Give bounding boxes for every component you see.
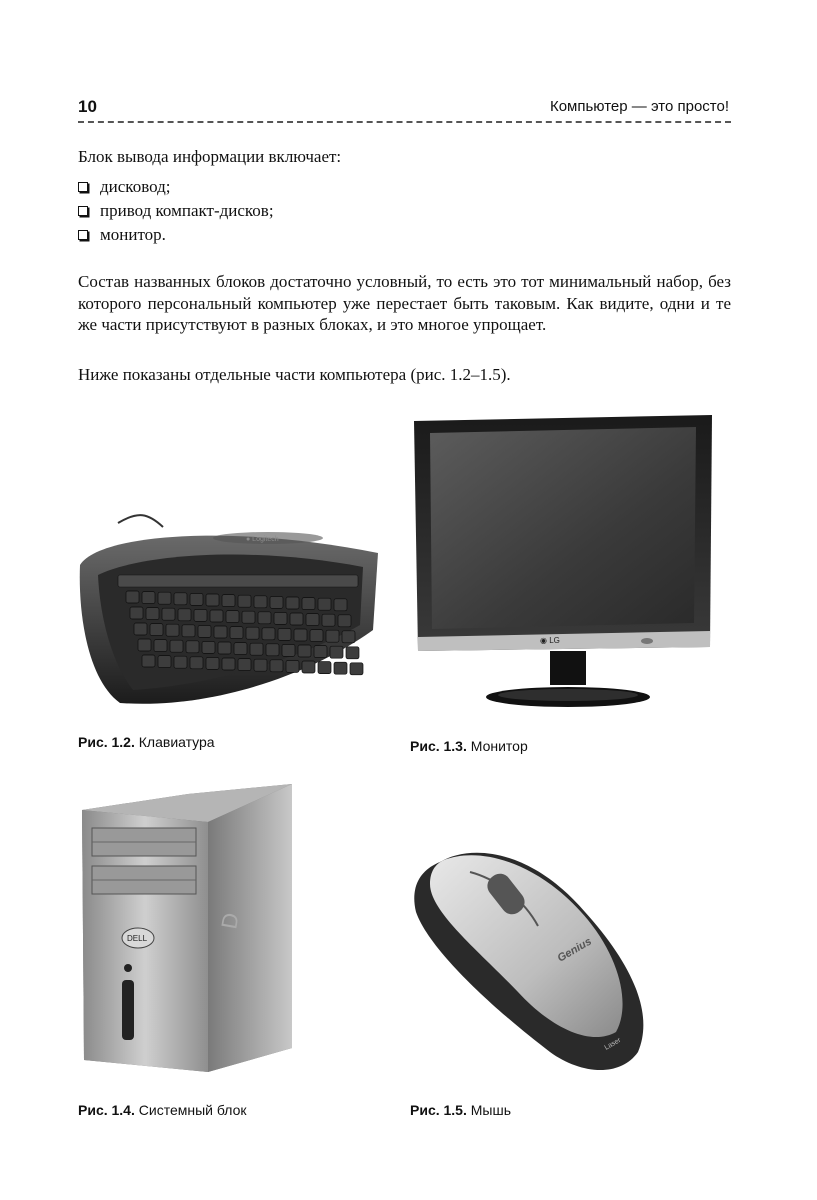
system-unit-brand-logo: DELL bbox=[127, 934, 148, 943]
keyboard-key bbox=[158, 592, 171, 604]
keyboard-key bbox=[166, 624, 179, 636]
keyboard-figure bbox=[78, 505, 388, 720]
keyboard-key bbox=[298, 645, 311, 657]
keyboard-key bbox=[206, 657, 219, 669]
keyboard-key bbox=[330, 646, 343, 658]
body-paragraph: Состав названных блоков достаточно условный, то есть это тот минимальный набор, без которого персональный компьютер уже перестает быть таковым. Как видите, одни и те же части присутствуют в разных блоках, и это многое упрощает. bbox=[78, 272, 731, 334]
keyboard-key bbox=[134, 623, 147, 635]
keyboard-key bbox=[254, 596, 267, 608]
keyboard-key bbox=[142, 592, 155, 604]
keyboard-key bbox=[318, 598, 331, 610]
keyboard-key bbox=[254, 659, 267, 671]
monitor-figure bbox=[410, 415, 716, 710]
list-item: дисковод; bbox=[78, 176, 274, 200]
keyboard-key bbox=[226, 611, 239, 623]
keyboard-key bbox=[262, 628, 275, 640]
keyboard-key bbox=[294, 629, 307, 641]
figure-reference-paragraph: Ниже показаны отдельные части компьютера (рис. 1.2–1.5). bbox=[78, 365, 511, 384]
keyboard-key bbox=[282, 644, 295, 656]
keyboard-key bbox=[182, 625, 195, 637]
keyboard-key bbox=[286, 660, 299, 672]
keyboard-key bbox=[278, 628, 291, 640]
checkbox-bullet-icon bbox=[78, 206, 88, 216]
keyboard-key bbox=[302, 598, 315, 610]
keyboard-key bbox=[342, 631, 355, 643]
keyboard-key bbox=[170, 640, 183, 652]
keyboard-key bbox=[270, 660, 283, 672]
keyboard-key bbox=[142, 655, 155, 667]
checkbox-bullet-icon bbox=[78, 182, 88, 192]
keyboard-key bbox=[302, 661, 315, 673]
mouse-image bbox=[410, 842, 656, 1078]
keyboard-key bbox=[230, 627, 243, 639]
monitor-brand-logo: ◉ LG bbox=[540, 636, 560, 645]
keyboard-key bbox=[194, 609, 207, 621]
keyboard-key bbox=[146, 608, 159, 620]
keyboard-key bbox=[238, 659, 251, 671]
keyboard-key bbox=[174, 593, 187, 605]
keyboard-key bbox=[162, 608, 175, 620]
bullet-list bbox=[78, 176, 274, 248]
keyboard-key bbox=[202, 641, 215, 653]
monitor-image bbox=[410, 415, 716, 710]
keyboard-key bbox=[154, 640, 167, 652]
keyboard-key bbox=[126, 591, 139, 603]
keyboard-key bbox=[190, 593, 203, 605]
keyboard-key bbox=[318, 662, 331, 674]
figure-caption: Рис. 1.3. Монитор bbox=[410, 738, 528, 754]
keyboard-key bbox=[214, 626, 227, 638]
keyboard-key bbox=[190, 657, 203, 669]
keyboard-key bbox=[158, 656, 171, 668]
keyboard-key bbox=[210, 610, 223, 622]
keyboard-key bbox=[350, 663, 363, 675]
keyboard-key bbox=[242, 611, 255, 623]
running-title: Компьютер — это просто! bbox=[549, 98, 729, 115]
keyboard-key bbox=[322, 614, 335, 626]
page-header bbox=[78, 97, 731, 123]
keyboard-key bbox=[334, 599, 347, 611]
keyboard-key bbox=[218, 642, 231, 654]
keyboard-key bbox=[334, 662, 347, 674]
keyboard-key bbox=[138, 639, 151, 651]
svg-text:D: D bbox=[216, 910, 244, 931]
keyboard-key bbox=[266, 644, 279, 656]
keyboard-key bbox=[326, 630, 339, 642]
keyboard-key bbox=[274, 612, 287, 624]
keyboard-key bbox=[246, 627, 259, 639]
keyboard-key bbox=[258, 612, 271, 624]
figure-caption: Рис. 1.2. Клавиатура bbox=[78, 734, 215, 750]
figure-caption: Рис. 1.5. Мышь bbox=[410, 1102, 512, 1118]
keyboard-key bbox=[150, 624, 163, 636]
keyboard-key bbox=[222, 595, 235, 607]
keyboard-key bbox=[234, 643, 247, 655]
keyboard-key bbox=[174, 656, 187, 668]
keyboard-key bbox=[238, 595, 251, 607]
system-unit-image bbox=[78, 780, 294, 1078]
figure-caption: Рис. 1.4. Системный блок bbox=[78, 1102, 247, 1118]
keyboard-key bbox=[310, 630, 323, 642]
keyboard-key bbox=[306, 614, 319, 626]
keyboard-key bbox=[178, 609, 191, 621]
mouse-figure bbox=[410, 842, 656, 1078]
keyboard-key bbox=[314, 646, 327, 658]
keyboard-key bbox=[290, 613, 303, 625]
keyboard-key bbox=[222, 658, 235, 670]
keyboard-key bbox=[250, 643, 263, 655]
checkbox-bullet-icon bbox=[78, 230, 88, 240]
system-unit-figure bbox=[78, 780, 294, 1078]
keyboard-key bbox=[130, 607, 143, 619]
keyboard-key bbox=[270, 596, 283, 608]
keyboard-key bbox=[286, 597, 299, 609]
keyboard-key bbox=[338, 615, 351, 627]
keyboard-key bbox=[186, 641, 199, 653]
keyboard-key bbox=[346, 647, 359, 659]
svg-text:Laser: Laser bbox=[603, 1036, 623, 1052]
keyboard-key bbox=[206, 594, 219, 606]
keyboard-image bbox=[78, 505, 388, 720]
intro-text: Блок вывода информации включает: bbox=[78, 147, 342, 166]
list-item: монитор. bbox=[78, 224, 274, 248]
keyboard-key bbox=[198, 625, 211, 637]
page-number: 10 bbox=[78, 97, 97, 116]
list-item: привод компакт-дисков; bbox=[78, 200, 274, 224]
mouse-brand-logo: Genius bbox=[555, 935, 594, 965]
